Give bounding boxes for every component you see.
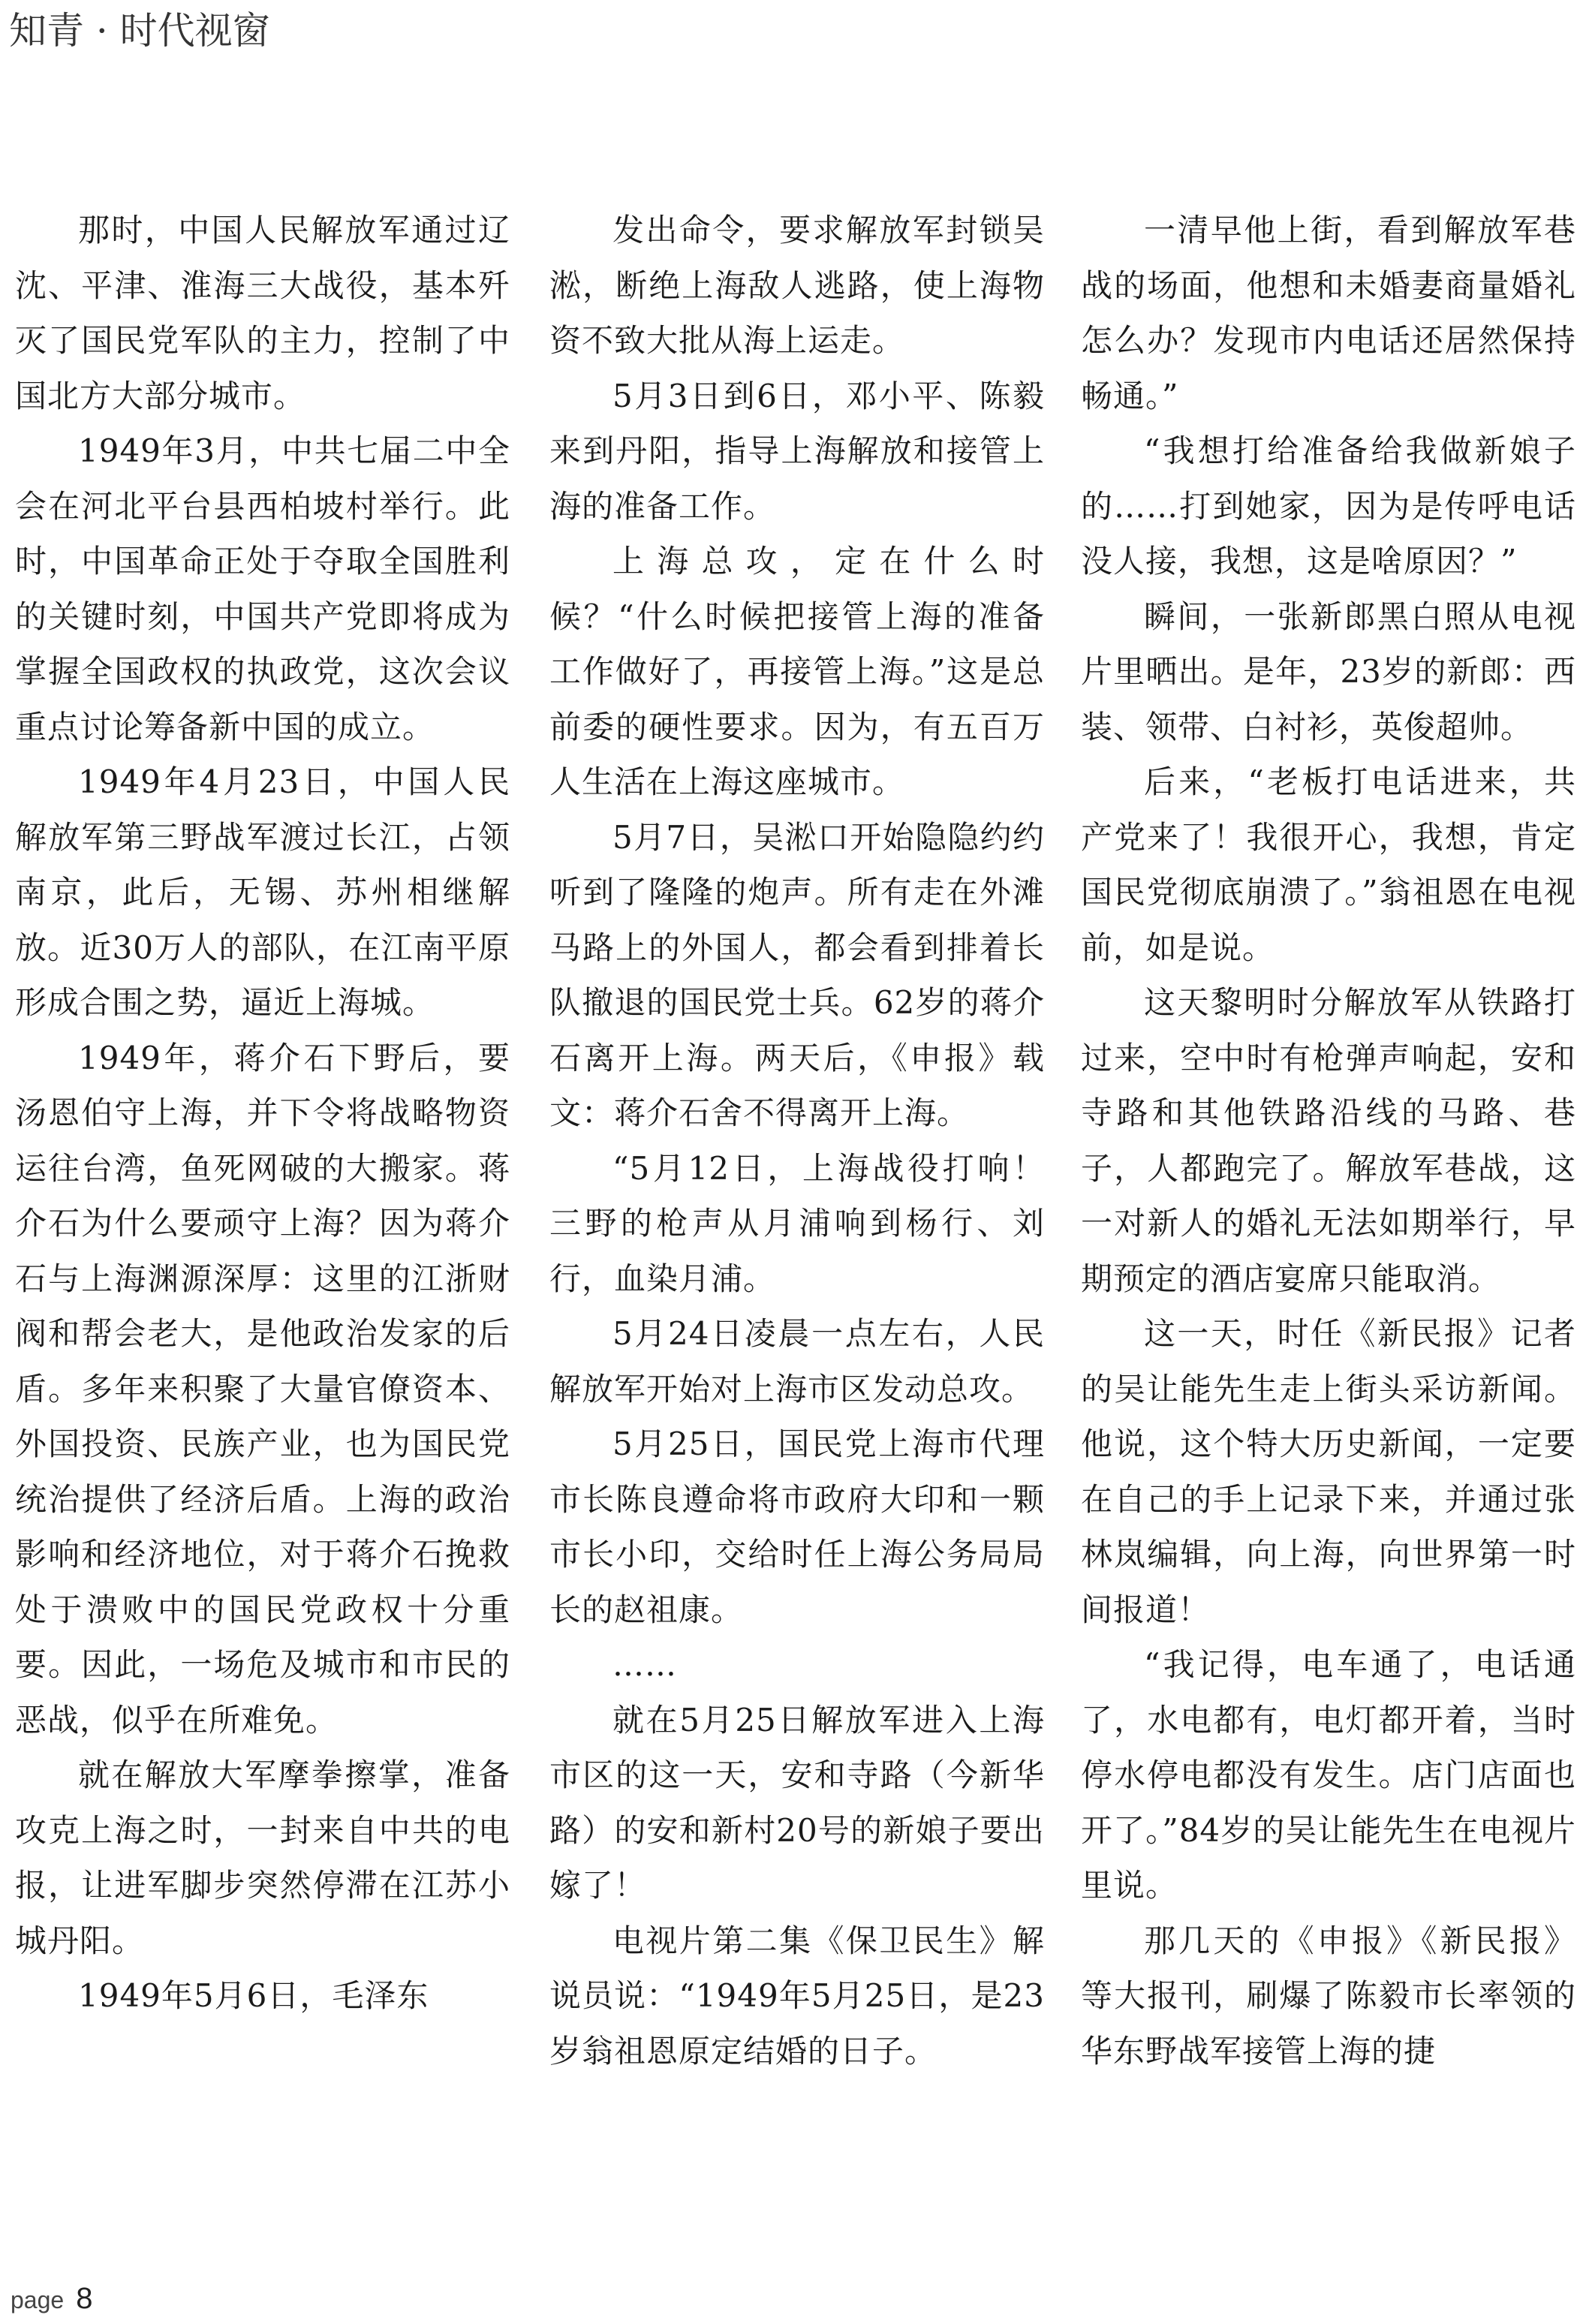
- paragraph: 那时，中国人民解放军通过辽沈、平津、淮海三大战役，基本歼灭了国民党军队的主力，控制了中国北方大部分城市。: [15, 212, 510, 414]
- paragraph: 就在解放大军摩拳擦掌，准备攻克上海之时，一封来自中共的电报，让进军脚步突然停滞在江苏小城丹阳。: [15, 1757, 510, 1959]
- paragraph: “5月12日，上海战役打响！三野的枪声从月浦响到杨行、刘行，血染月浦。: [549, 1149, 1045, 1297]
- paragraph: 发出命令，要求解放军封锁吴淞，断绝上海敌人逃路，使上海物资不致大批从海上运走。: [549, 212, 1045, 359]
- text-column-2: [549, 203, 1045, 2244]
- paragraph: ……: [612, 1646, 677, 1683]
- paragraph: 5月3日到6日，邓小平、陈毅来到丹阳，指导上海解放和接管上海的准备工作。: [549, 377, 1045, 525]
- paragraph: 1949年4月23日，中国人民解放军第三野战军渡过长江，占领南京，此后，无锡、苏州相继解放。近30万人的部队，在江南平原形成合围之势，逼近上海城。: [15, 763, 510, 1021]
- paragraph: 1949年5月6日，毛泽东: [78, 1977, 429, 2014]
- paragraph: 1949年，蒋介石下野后，要汤恩伯守上海，并下令将战略物资运往台湾，鱼死网破的大搬家。蒋介石为什么要顽守上海？因为蒋介石与上海渊源深厚：这里的江浙财阀和帮会老大，是他政治发家的后盾。多年来积聚了大量官僚资本、外国投资、民族产业，也为国民党统治提供了经济后盾。上海的政治影响和经济地位，对于蒋介石挽救处于溃败中的国民党政权十分重要。因此，一场危及城市和市民的恶战，似乎在所难免。: [15, 1039, 510, 1738]
- paragraph: 5月24日凌晨一点左右，人民解放军开始对上海市区发动总攻。: [549, 1315, 1045, 1407]
- paragraph: 后来，“老板打电话进来，共产党来了！我很开心，我想，肯定国民党彻底崩溃了。”翁祖恩在电视前，如是说。: [1081, 763, 1576, 966]
- paragraph: 1949年3月，中共七届二中全会在河北平台县西柏坡村举行。此时，中国革命正处于夺取全国胜利的关键时刻，中国共产党即将成为掌握全国政权的执政党，这次会议重点讨论筹备新中国的成立。: [15, 432, 510, 745]
- paragraph: 电视片第二集《保卫民生》解说员说：“1949年5月25日，是23岁翁祖恩原定结婚的日子。: [549, 1922, 1045, 2070]
- paragraph: 瞬间，一张新郎黑白照从电视片里晒出。是年，23岁的新郎：西装、领带、白衬衫，英俊超帅。: [1081, 598, 1576, 745]
- paragraph: 上海总攻，定在什么时候？“什么时候把接管上海的准备工作做好了，再接管上海。”这是总前委的硬性要求。因为，有五百万人生活在上海这座城市。: [549, 543, 1045, 800]
- paragraph: 这一天，时任《新民报》记者的吴让能先生走上街头采访新闻。他说，这个特大历史新闻，一定要在自己的手上记录下来，并通过张林岚编辑，向上海，向世界第一时间报道！: [1081, 1315, 1576, 1628]
- page-footer: [11, 2282, 92, 2319]
- text-column-1: [15, 203, 510, 2244]
- paragraph: 5月7日，吴淞口开始隐隐约约听到了隆隆的炮声。所有走在外滩马路上的外国人，都会看到排着长队撤退的国民党士兵。62岁的蒋介石离开上海。两天后，《申报》载文：蒋介石舍不得离开上海。: [549, 818, 1045, 1131]
- paragraph: 那几天的《申报》《新民报》等大报刊，刷爆了陈毅市长率领的华东野战军接管上海的捷: [1081, 1922, 1576, 2070]
- page-label: page: [11, 2286, 65, 2313]
- paragraph: 一清早他上街，看到解放军巷战的场面，他想和未婚妻商量婚礼怎么办？发现市内电话还居然保持畅通。”: [1081, 212, 1576, 414]
- paragraph: 这天黎明时分解放军从铁路打过来，空中时有枪弹声响起，安和寺路和其他铁路沿线的马路、巷子，人都跑完了。解放军巷战，这一对新人的婚礼无法如期举行，早期预定的酒店宴席只能取消。: [1081, 984, 1576, 1297]
- page-number: 8: [76, 2282, 93, 2315]
- paragraph: “我记得，电车通了，电话通了，水电都有，电灯都开着，当时停水停电都没有发生。店门店面也开了。”84岁的吴让能先生在电视片里说。: [1081, 1646, 1576, 1904]
- text-column-3: [1081, 203, 1576, 2244]
- section-header: 知青 · 时代视窗: [9, 9, 270, 53]
- paragraph: 5月25日，国民党上海市代理市长陈良遵命将市政府大印和一颗市长小印，交给时任上海公务局局长的赵祖康。: [549, 1425, 1045, 1628]
- paragraph: 就在5月25日解放军进入上海市区的这一天，安和寺路（今新华路）的安和新村20号的新娘子要出嫁了！: [549, 1701, 1045, 1904]
- paragraph: “我想打给准备给我做新娘子的……打到她家，因为是传呼电话没人接，我想，这是啥原因？”: [1081, 432, 1576, 579]
